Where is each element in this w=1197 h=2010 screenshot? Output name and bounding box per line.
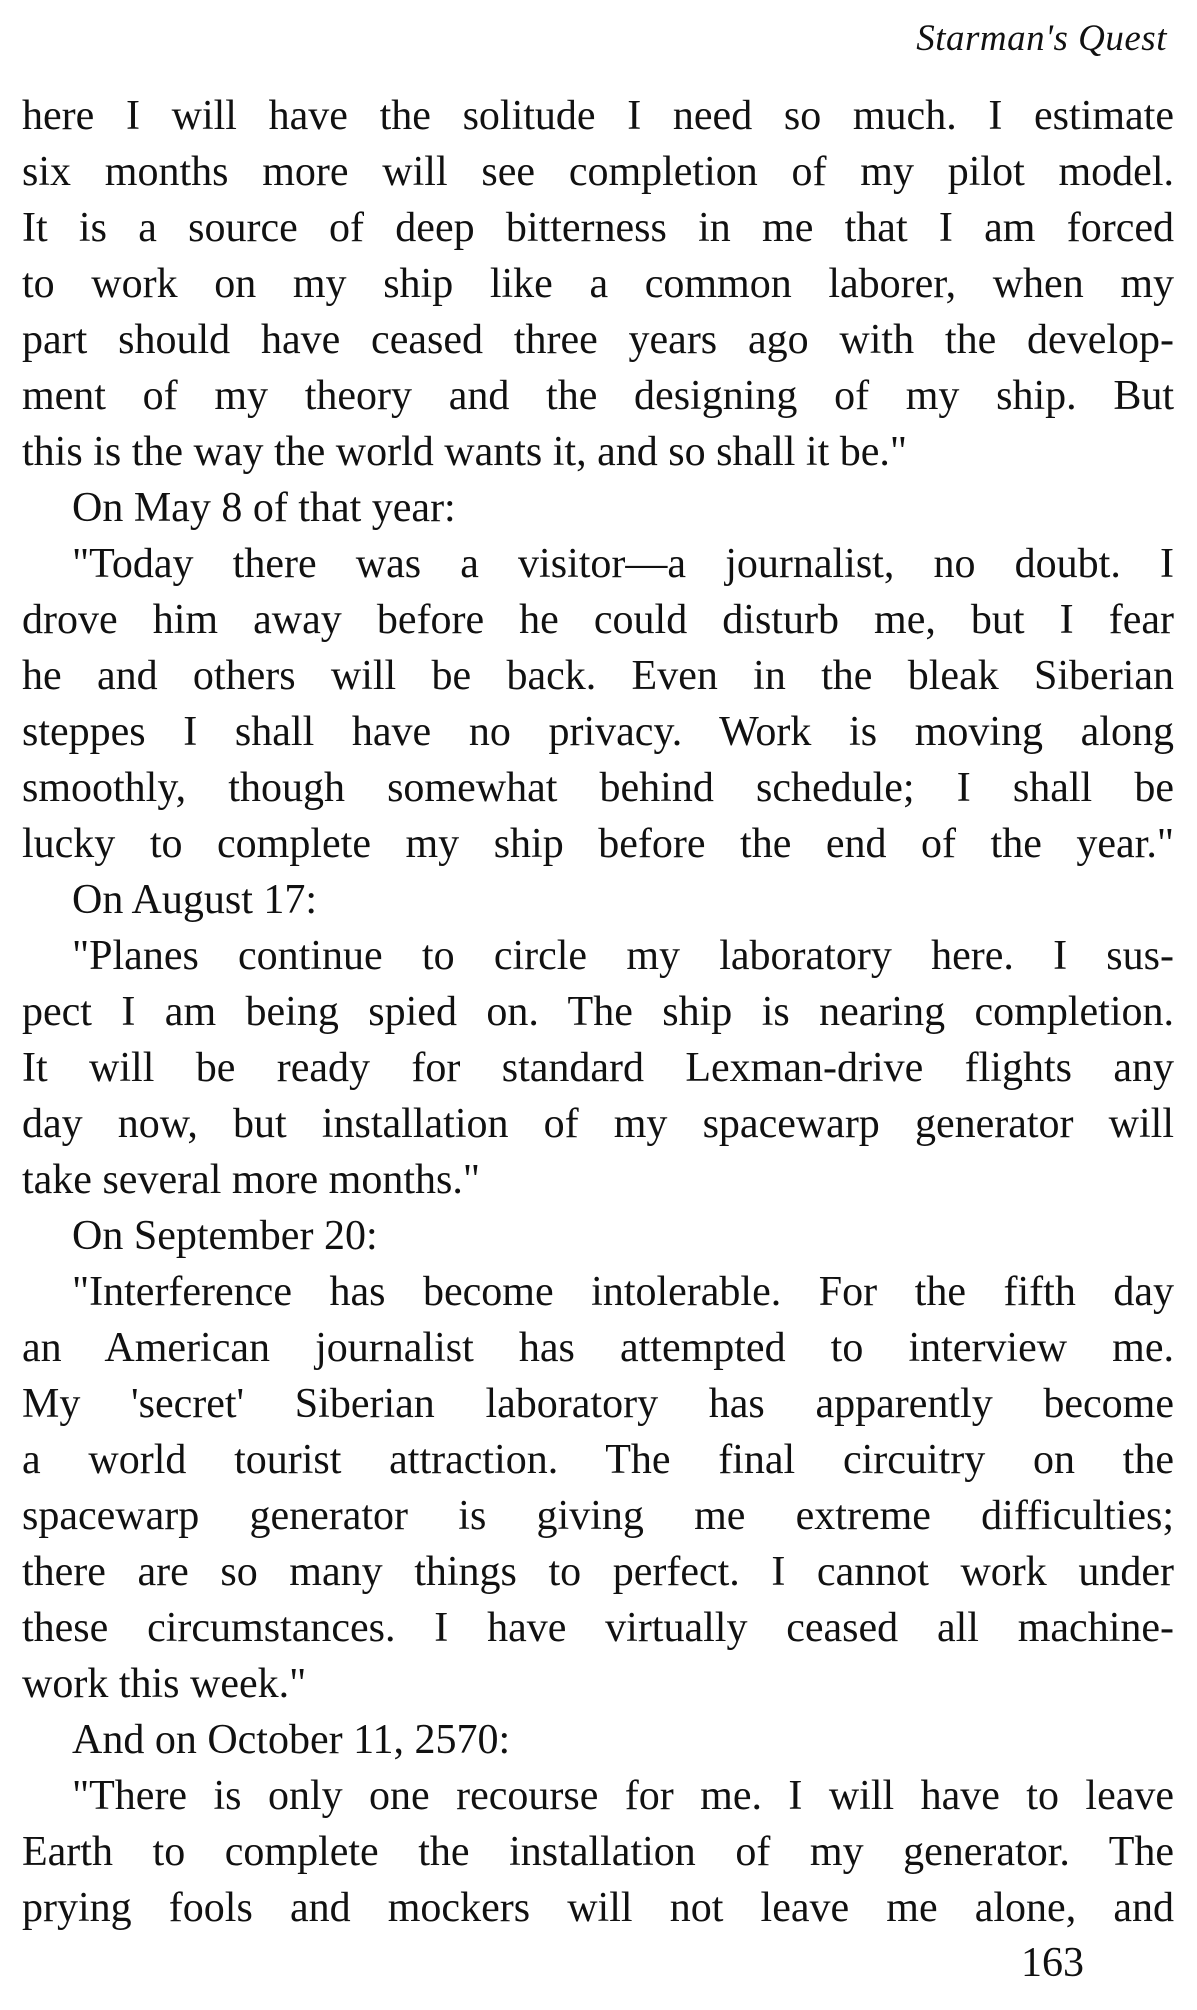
text-line: steppes I shall have no privacy. Work is moving along [22,709,1174,755]
text-line: there are so many things to perfect. I cannot work under [22,1549,1174,1595]
text-line: spacewarp generator is giving me extreme difficulties; [22,1493,1174,1539]
text-line: here I will have the solitude I need so much. I estimate [22,93,1174,139]
text-line: It will be ready for standard Lexman-drive flights any [22,1045,1174,1091]
text-line: lucky to complete my ship before the end of the year." [22,821,1174,867]
text-line: Earth to complete the installation of my generator. The [22,1829,1174,1875]
text-line: he and others will be back. Even in the bleak Siberian [22,653,1174,699]
text-line: "There is only one recourse for me. I will have to leave [72,1773,1174,1819]
text-line: ment of my theory and the designing of my ship. But [22,373,1174,419]
text-line: And on October 11, 2570: [72,1717,511,1763]
text-line: "Interference has become intolerable. For the fifth day [72,1269,1174,1315]
text-line: this is the way the world wants it, and so shall it be." [22,429,908,475]
text-line: six months more will see completion of my pilot model. [22,149,1174,195]
text-line: part should have ceased three years ago with the develop- [22,317,1174,363]
text-line: On May 8 of that year: [72,485,456,531]
running-head: Starman's Quest [916,18,1167,59]
text-line: pect I am being spied on. The ship is nearing completion. [22,989,1174,1035]
text-line: It is a source of deep bitterness in me that I am forced [22,205,1174,251]
text-line: an American journalist has attempted to interview me. [22,1325,1174,1371]
text-line: work this week." [22,1661,307,1707]
text-line: "Planes continue to circle my laboratory here. I sus- [72,933,1174,979]
text-line: these circumstances. I have virtually ceased all machine- [22,1605,1174,1651]
text-line: day now, but installation of my spacewarp generator will [22,1101,1174,1147]
text-line: to work on my ship like a common laborer, when my [22,261,1174,307]
text-line: a world tourist attraction. The final circuitry on the [22,1437,1174,1483]
text-line: On September 20: [72,1213,378,1259]
page-number: 163 [1021,1940,1084,1986]
text-line: "Today there was a visitor—a journalist, no doubt. I [72,541,1174,587]
text-line: drove him away before he could disturb me, but I fear [22,597,1174,643]
text-line: smoothly, though somewhat behind schedule; I shall be [22,765,1174,811]
text-line: My 'secret' Siberian laboratory has apparently become [22,1381,1174,1427]
text-line: On August 17: [72,877,318,923]
text-line: prying fools and mockers will not leave me alone, and [22,1885,1174,1931]
body-text [22,88,1174,1936]
text-line: take several more months." [22,1157,481,1203]
